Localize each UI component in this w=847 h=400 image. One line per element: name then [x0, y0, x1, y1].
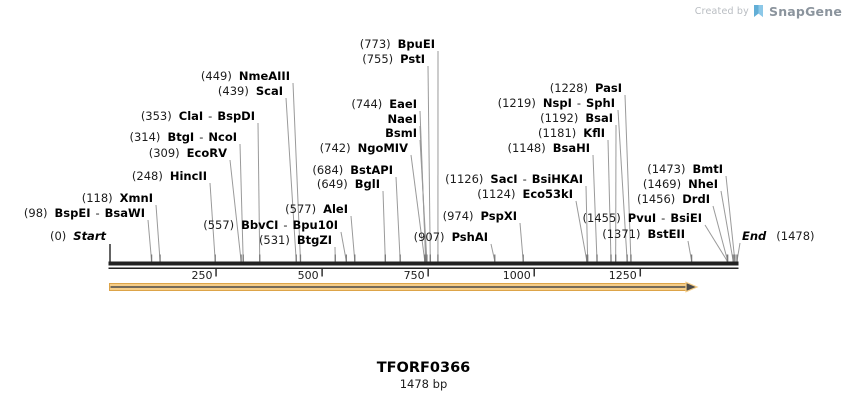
- sequence-title: TFORF0366: [376, 360, 471, 376]
- site-tick: [630, 255, 631, 262]
- enzyme-label[interactable]: (773) BpuEI: [359, 37, 435, 51]
- site-leader-line: [396, 177, 400, 261]
- ruler-tick-label: 1250: [608, 269, 637, 282]
- enzyme-label[interactable]: (557) BbvCI - Bpu10I: [203, 218, 338, 232]
- site-tick: [243, 255, 244, 262]
- site-tick: [296, 255, 297, 262]
- enzyme-label[interactable]: (577) AleI: [285, 202, 348, 216]
- start-label: (0) Start: [49, 229, 106, 243]
- ruler-tick: [427, 269, 429, 277]
- enzyme-label[interactable]: (1469) NheI: [642, 177, 718, 191]
- enzyme-label[interactable]: (309) EcoRV: [148, 146, 227, 160]
- site-leader-line: [351, 216, 355, 261]
- sequence-length: 1478 bp: [399, 377, 448, 391]
- site-tick: [159, 255, 160, 262]
- enzyme-label[interactable]: (1371) BstEII: [602, 227, 685, 241]
- enzyme-label[interactable]: (449) NmeAIII: [200, 69, 290, 83]
- enzyme-label[interactable]: (907) PshAI: [413, 230, 488, 244]
- site-tick: [733, 255, 734, 262]
- enzyme-label[interactable]: (1455) PvuI - BsiEI: [582, 211, 702, 225]
- enzyme-label[interactable]: (1192) BsaI: [540, 111, 613, 125]
- enzyme-label[interactable]: (744) EaeI: [351, 97, 417, 111]
- enzyme-label[interactable]: (1228) PasI: [549, 81, 622, 95]
- enzyme-label[interactable]: (118) XmnI: [81, 191, 153, 205]
- enzyme-label[interactable]: (1148) BsaHI: [507, 141, 590, 155]
- ruler-tick: [321, 269, 323, 277]
- enzyme-label[interactable]: (974) PspXI: [442, 209, 517, 223]
- enzyme-label[interactable]: (742) NgoMIV: [319, 141, 408, 155]
- ruler-tick-label: 500: [297, 269, 319, 282]
- end-label: End (1478): [742, 229, 815, 243]
- enzyme-label[interactable]: (248) HincII: [131, 169, 207, 183]
- site-tick: [240, 255, 241, 262]
- ruler-tick-label: 250: [191, 269, 213, 282]
- snapgene-flag-icon: [754, 5, 764, 18]
- enzyme-label[interactable]: (755) PstI: [362, 52, 425, 66]
- enzyme-label[interactable]: (684) BstAPI: [312, 163, 393, 177]
- site-leader-line: [240, 144, 243, 261]
- site-tick: [437, 255, 438, 262]
- site-tick: [335, 255, 336, 262]
- site-tick: [587, 255, 588, 262]
- sequence-bar: [109, 262, 739, 266]
- snapgene-brand-text: SnapGene: [769, 4, 842, 19]
- enzyme-label[interactable]: BsmI: [385, 126, 417, 140]
- site-leader-line: [593, 155, 597, 261]
- site-leader-line: [383, 191, 385, 261]
- end-tick: [736, 255, 737, 262]
- site-tick: [215, 255, 216, 262]
- enzyme-label[interactable]: (1124) Eco53kI: [477, 187, 573, 201]
- site-tick: [727, 255, 728, 262]
- site-leader-line: [576, 201, 587, 261]
- site-leader-line: [156, 205, 160, 261]
- enzyme-label[interactable]: (439) ScaI: [217, 84, 283, 98]
- site-tick: [300, 255, 301, 262]
- site-tick: [615, 255, 616, 262]
- site-tick: [596, 255, 597, 262]
- created-by-text: Created by: [694, 6, 749, 17]
- enzyme-label[interactable]: (98) BspEI - BsaWI: [23, 206, 145, 220]
- enzyme-label[interactable]: (531) BtgZI: [258, 233, 332, 247]
- site-tick: [400, 255, 401, 262]
- site-tick: [354, 255, 355, 262]
- snapgene-credit: [695, 4, 842, 19]
- ruler-tick-label: 1000: [502, 269, 531, 282]
- enzyme-label[interactable]: (353) ClaI - BspDI: [140, 109, 255, 123]
- site-leader-line: [608, 140, 611, 261]
- site-tick: [734, 255, 735, 262]
- site-leader-line: [726, 176, 735, 261]
- enzyme-label[interactable]: NaeI: [387, 112, 417, 126]
- enzyme-label[interactable]: (1456) DrdI: [637, 192, 710, 206]
- site-tick: [346, 255, 347, 262]
- enzyme-label[interactable]: (649) BglI: [316, 177, 380, 191]
- enzyme-label[interactable]: (314) BtgI - NcoI: [129, 130, 237, 144]
- enzyme-label[interactable]: (1219) NspI - SphI: [497, 96, 615, 110]
- site-leader-line: [705, 225, 727, 261]
- ruler-tick: [215, 269, 217, 277]
- site-tick: [259, 255, 260, 262]
- ruler-tick: [533, 269, 535, 277]
- enzyme-label[interactable]: (1126) SacI - BsiHKAI: [445, 172, 583, 186]
- enzyme-label[interactable]: (1473) BmtI: [647, 162, 723, 176]
- ruler-tick-label: 750: [403, 269, 425, 282]
- site-tick: [626, 255, 627, 262]
- site-tick: [523, 255, 524, 262]
- site-tick: [494, 255, 495, 262]
- ruler-tick: [640, 269, 642, 277]
- enzyme-label[interactable]: (1181) KflI: [538, 126, 605, 140]
- site-tick: [151, 255, 152, 262]
- site-tick: [385, 255, 386, 262]
- site-leader-line: [230, 160, 241, 261]
- site-tick: [426, 255, 427, 262]
- site-leader-line: [341, 232, 346, 261]
- site-tick: [430, 255, 431, 262]
- sequence-footer: [0, 360, 847, 391]
- site-tick: [610, 255, 611, 262]
- site-tick: [691, 255, 692, 262]
- orf-arrow-head: [686, 282, 697, 291]
